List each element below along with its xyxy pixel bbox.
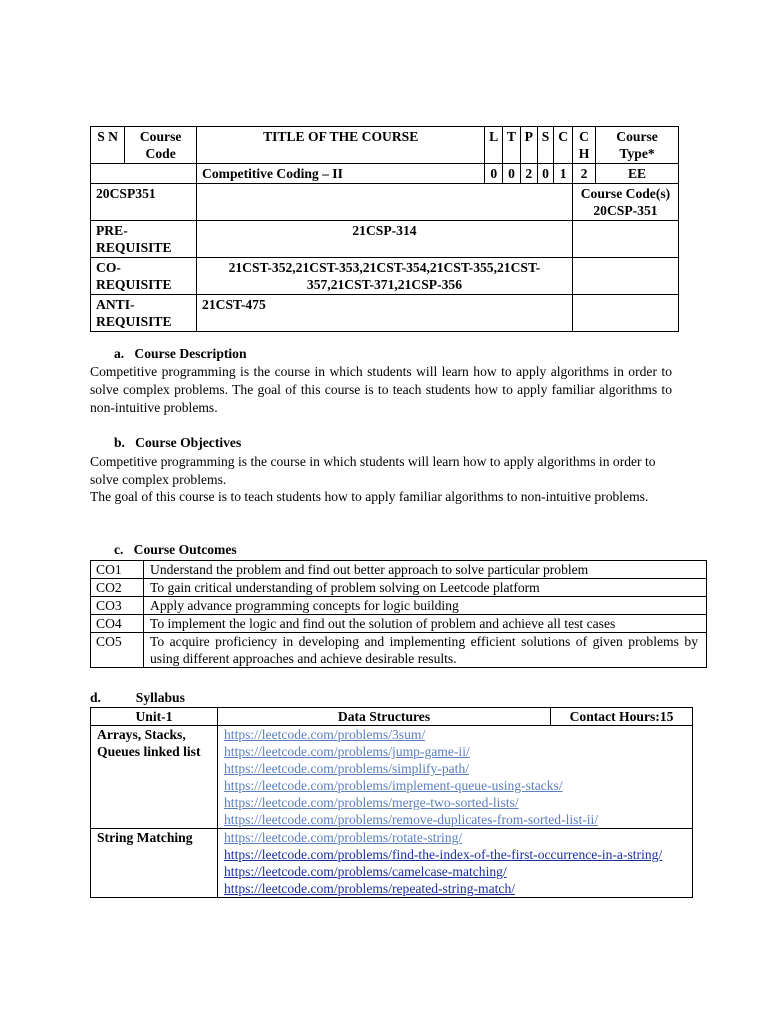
problem-link[interactable]: https://leetcode.com/problems/camelcase-matching/ xyxy=(224,864,507,879)
outcome-row xyxy=(91,633,707,668)
value-s: 0 xyxy=(537,164,554,184)
objectives-text-2: The goal of this course is to teach students how to apply familiar algorithms to non-intuitive problems. xyxy=(90,489,649,504)
syllabus-unit: Unit-1 xyxy=(91,708,218,726)
outcome-row xyxy=(91,597,707,615)
outcome-row xyxy=(91,561,707,579)
corequisite-label: CO-REQUISITE xyxy=(91,258,197,295)
outcome-text: To gain critical understanding of problem solving on Leetcode platform xyxy=(144,579,707,597)
outcome-row xyxy=(91,615,707,633)
problem-link[interactable]: https://leetcode.com/problems/repeated-string-match/ xyxy=(224,881,516,896)
objectives-marker: b. xyxy=(114,435,125,450)
syllabus-row-topic: String Matching xyxy=(91,829,218,898)
problem-link[interactable]: https://leetcode.com/problems/merge-two-sorted-lists/ xyxy=(224,795,519,810)
syllabus-hours: Contact Hours:15 xyxy=(551,708,693,726)
description-marker: a. xyxy=(114,346,125,361)
problem-link[interactable]: https://leetcode.com/problems/implement-queue-using-stacks/ xyxy=(224,778,563,793)
outcome-id: CO5 xyxy=(91,633,144,668)
course-codes-value: 20CSP-351 xyxy=(593,203,658,218)
problem-link[interactable]: https://leetcode.com/problems/simplify-path/ xyxy=(224,761,470,776)
syllabus-row xyxy=(91,829,693,898)
syllabus-header-row xyxy=(91,708,693,726)
outcome-id: CO4 xyxy=(91,615,144,633)
course-code-row xyxy=(91,184,679,221)
corequisite-row xyxy=(91,258,679,295)
course-code-spacer xyxy=(197,184,573,221)
header-p: P xyxy=(520,127,537,164)
description-heading xyxy=(114,345,247,363)
syllabus-row-links xyxy=(218,726,693,829)
header-c: C xyxy=(554,127,573,164)
header-sn: S N xyxy=(91,127,125,164)
outcomes-title: Course Outcomes xyxy=(133,542,237,557)
syllabus-row xyxy=(91,726,693,829)
syllabus-topic-header: Data Structures xyxy=(218,708,551,726)
outcome-text: Understand the problem and find out better approach to solve particular problem xyxy=(144,561,707,579)
prerequisite-value: 21CSP-314 xyxy=(197,221,573,258)
problem-link[interactable]: https://leetcode.com/problems/jump-game-ii/ xyxy=(224,744,470,759)
course-codes-label: Course Code(s) xyxy=(580,186,671,201)
prerequisite-label: PRE-REQUISITE xyxy=(91,221,197,258)
antirequisite-value: 21CST-475 xyxy=(197,295,573,332)
objectives-heading xyxy=(114,434,241,452)
value-ch: 2 xyxy=(572,164,595,184)
description-title: Course Description xyxy=(134,346,247,361)
problem-link[interactable]: https://leetcode.com/problems/3sum/ xyxy=(224,727,426,742)
objectives-title: Course Objectives xyxy=(135,435,242,450)
outcome-id: CO3 xyxy=(91,597,144,615)
header-ch: C H xyxy=(572,127,595,164)
syllabus-heading xyxy=(90,689,185,707)
value-t: 0 xyxy=(503,164,521,184)
antirequisite-row xyxy=(91,295,679,332)
outcome-text: To implement the logic and find out the solution of problem and achieve all test cases xyxy=(144,615,707,633)
syllabus-row-topic: Arrays, Stacks, Queues linked list xyxy=(91,726,218,829)
outcome-text: Apply advance programming concepts for logic building xyxy=(144,597,707,615)
value-l: 0 xyxy=(485,164,503,184)
objectives-text-1: Competitive programming is the course in which students will learn how to apply algorithms in order to solve complex problems. xyxy=(90,454,656,487)
description-text: Competitive programming is the course in which students will learn how to apply algorithms in order to solve complex problems. The goal of this course is to teach students how to apply familiar algorithms to non-intuitive problems. xyxy=(90,364,672,415)
syllabus-marker: d. xyxy=(90,690,101,705)
problem-link[interactable]: https://leetcode.com/problems/rotate-string/ xyxy=(224,830,463,845)
problem-link[interactable]: https://leetcode.com/problems/find-the-index-of-the-first-occurrence-in-a-string/ xyxy=(224,847,663,862)
header-t: T xyxy=(503,127,521,164)
outcomes-heading xyxy=(114,541,237,559)
prerequisite-empty xyxy=(572,221,678,258)
course-title: Competitive Coding – II xyxy=(197,164,485,184)
outcome-id: CO2 xyxy=(91,579,144,597)
course-table-header xyxy=(91,127,679,164)
value-p: 2 xyxy=(520,164,537,184)
course-row xyxy=(91,164,679,184)
header-l: L xyxy=(485,127,503,164)
outcome-id: CO1 xyxy=(91,561,144,579)
header-course-type: Course Type* xyxy=(596,127,679,164)
course-codes-cell xyxy=(572,184,678,221)
header-s: S xyxy=(537,127,554,164)
syllabus-row-links xyxy=(218,829,693,898)
value-c: 1 xyxy=(554,164,573,184)
course-code-value: 20CSP351 xyxy=(91,184,197,221)
antirequisite-empty xyxy=(572,295,678,332)
outcome-text: To acquire proficiency in developing and implementing efficient solutions of given problems by using different approaches and achieve desirable results. xyxy=(144,633,707,668)
problem-link[interactable]: https://leetcode.com/problems/remove-duplicates-from-sorted-list-ii/ xyxy=(224,812,599,827)
header-course-code: Course Code xyxy=(125,127,197,164)
syllabus-title: Syllabus xyxy=(135,690,185,705)
outcomes-marker: c. xyxy=(114,542,124,557)
header-title: TITLE OF THE COURSE xyxy=(197,127,485,164)
corequisite-value: 21CST-352,21CST-353,21CST-354,21CST-355,21CST-357,21CST-371,21CSP-356 xyxy=(197,258,573,295)
value-course-type: EE xyxy=(596,164,679,184)
course-row-blank xyxy=(91,164,197,184)
prerequisite-row xyxy=(91,221,679,258)
antirequisite-label: ANTI-REQUISITE xyxy=(91,295,197,332)
syllabus-table xyxy=(90,707,693,898)
outcome-row xyxy=(91,579,707,597)
outcomes-table xyxy=(90,560,707,668)
course-table xyxy=(90,126,679,332)
corequisite-empty xyxy=(572,258,678,295)
